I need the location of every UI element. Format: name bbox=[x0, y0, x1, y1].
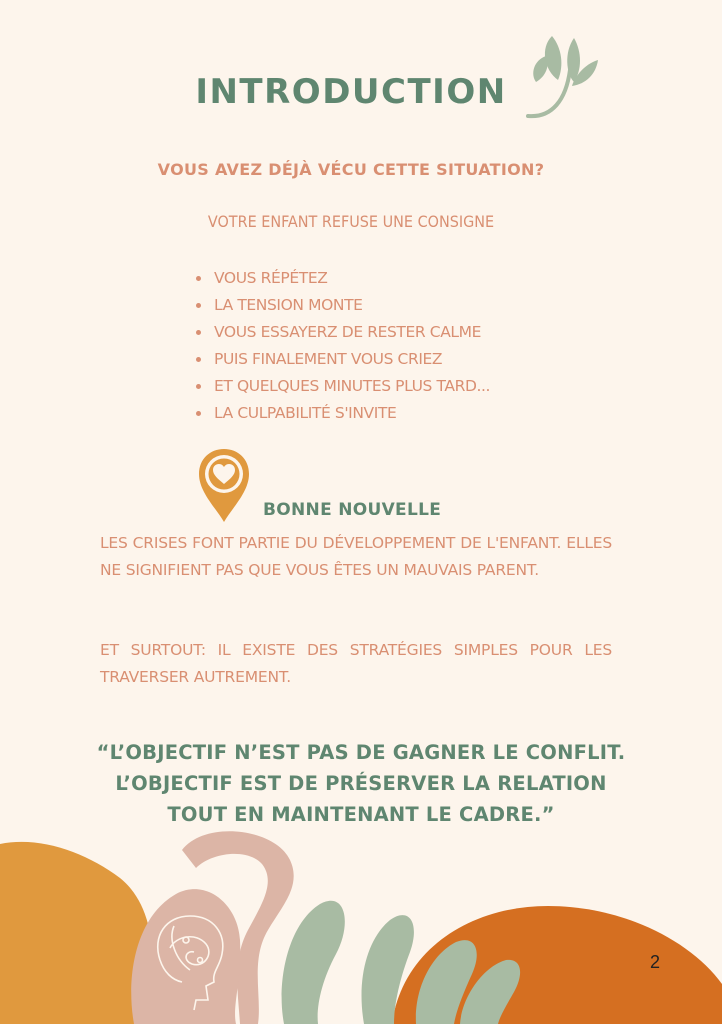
leaf-branch-icon bbox=[522, 30, 604, 125]
list-item: ET QUELQUES MINUTES PLUS TARD... bbox=[192, 373, 490, 400]
quote bbox=[0, 737, 722, 830]
list-item: LA CULPABILITÉ S'INVITE bbox=[192, 400, 490, 427]
quote-line: L’OBJECTIF EST DE PRÉSERVER LA RELATION bbox=[115, 772, 607, 795]
list-item: LA TENSION MONTE bbox=[192, 292, 490, 319]
page-title: INTRODUCTION bbox=[195, 72, 507, 112]
strategies-paragraph: ET SURTOUT: IL EXISTE DES STRATÉGIES SIMPLES POUR LES TRAVERSER AUTREMENT. bbox=[100, 641, 612, 686]
section-question: VOUS AVEZ DÉJÀ VÉCU CETTE SITUATION? bbox=[157, 160, 545, 179]
page-number: 2 bbox=[649, 952, 660, 972]
decorative-shapes bbox=[0, 820, 722, 1024]
situation-lead: VOTRE ENFANT REFUSE UNE CONSIGNE bbox=[207, 212, 495, 231]
good-news-paragraph: LES CRISES FONT PARTIE DU DÉVELOPPEMENT DE L'ENFANT. ELLES NE SIGNIFIENT PAS QUE VOUS ÊTES UN MAUVAIS PARENT. bbox=[100, 534, 612, 579]
heart-location-pin-icon bbox=[196, 446, 252, 526]
quote-line: TOUT EN MAINTENANT LE CADRE.” bbox=[167, 803, 555, 826]
quote-line: “L’OBJECTIF N’EST PAS DE GAGNER LE CONFLIT. bbox=[96, 741, 626, 764]
list-item: VOUS RÉPÉTEZ bbox=[192, 265, 490, 292]
situation-list bbox=[192, 265, 490, 427]
good-news-heading: BONNE NOUVELLE bbox=[263, 500, 442, 520]
list-item: PUIS FINALEMENT VOUS CRIEZ bbox=[192, 346, 490, 373]
list-item: VOUS ESSAYERZ DE RESTER CALME bbox=[192, 319, 490, 346]
